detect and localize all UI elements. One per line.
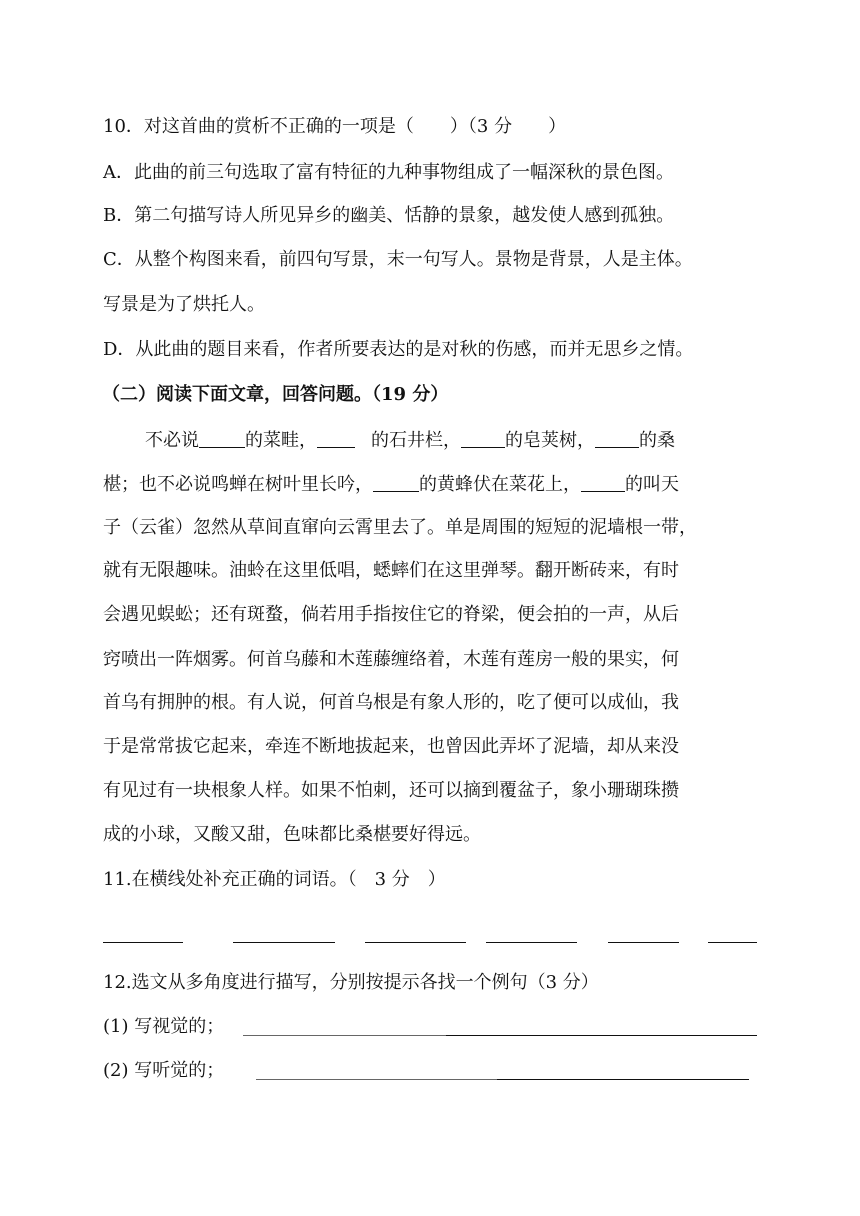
q11-stem: 11.在横线处补充正确的词语。（ 3 分 ） [103,869,446,890]
passage-line-7: 首乌有拥肿的根。有人说，何首乌根是有象人形的，吃了便可以成仙，我 [103,692,679,713]
fill-blank-5[interactable] [373,475,419,492]
answer-blank-1[interactable] [103,942,183,943]
fill-blank-6[interactable] [581,475,625,492]
q12-item-1-answer-line-b[interactable] [446,1035,757,1036]
passage-line-4: 就有无限趣味。油蛉在这里低唱，蟋蟀们在这里弹琴。翻开断砖来，有时 [103,560,679,581]
passage-line-6: 窍喷出一阵烟雾。何首乌藤和木莲藤缠络着，木莲有莲房一般的果实，何 [103,649,679,670]
fill-blank-3[interactable] [461,431,505,448]
passage-text: 椹；也不必说鸣蝉在树叶里长吟， [103,474,373,495]
q10-option-c-line1: C．从整个构图来看，前四句写景，末一句写人。景物是背景，人是主体。 [103,249,693,270]
answer-blank-2[interactable] [233,942,335,943]
passage-text: 不必说 [145,430,199,451]
passage-line-10: 成的小球，又酸又甜，色味都比桑椹要好得远。 [103,824,481,845]
passage-line-3: 子（云雀）忽然从草间直窜向云霄里去了。单是周围的短短的泥墙根一带， [103,517,697,538]
fill-blank-2[interactable] [317,431,355,448]
passage-text: 的黄蜂伏在菜花上， [419,474,581,495]
q12-item-1-label: (1) 写视觉的； [103,1016,225,1037]
q12-item-2-label: (2) 写听觉的； [103,1060,225,1081]
passage-text: 的石井栏， [371,430,461,451]
passage-text: 的菜畦， [245,430,317,451]
q12-item-2-answer-line-a[interactable] [256,1079,497,1080]
passage-line-2 [103,475,679,494]
q12-stem: 12.选文从多角度进行描写，分别按提示各找一个例句（3 分） [103,972,599,993]
fill-blank-1[interactable] [199,431,245,448]
passage-line-9: 有见过有一块根象人样。如果不怕刺，还可以摘到覆盆子，象小珊瑚珠攒 [103,780,679,801]
q12-item-2-answer-line-b[interactable] [497,1079,749,1080]
fill-blank-4[interactable] [595,431,639,448]
q10-option-a: A．此曲的前三句选取了富有特征的九种事物组成了一幅深秋的景色图。 [103,162,674,183]
q10-option-c-line2: 写景是为了烘托人。 [103,294,265,315]
answer-blank-4[interactable] [486,942,577,943]
answer-blank-3[interactable] [365,942,466,943]
q12-item-1-answer-line-a[interactable] [243,1035,446,1036]
passage-line-1 [145,431,675,450]
q10-option-d: D．从此曲的题目来看，作者所要表达的是对秋的伤感，而并无思乡之情。 [103,339,694,360]
q10-stem: 10．对这首曲的赏析不正确的一项是（ ）（3 分 ） [103,116,567,137]
passage-text: 的桑 [639,430,675,451]
passage-text: 的皂荚树， [505,430,595,451]
passage-line-8: 于是常常拔它起来，牵连不断地拔起来，也曾因此弄坏了泥墙，却从来没 [103,736,679,757]
passage-line-5: 会遇见蜈蚣；还有斑蝥，倘若用手指按住它的脊梁，便会拍的一声，从后 [103,604,679,625]
section-2-heading: （二）阅读下面文章，回答问题。（19 分） [102,384,449,405]
q10-option-b: B．第二句描写诗人所见异乡的幽美、恬静的景象，越发使人感到孤独。 [103,205,675,226]
passage-text: 的叫天 [625,474,679,495]
answer-blank-5[interactable] [608,942,679,943]
answer-blank-6[interactable] [708,942,757,943]
